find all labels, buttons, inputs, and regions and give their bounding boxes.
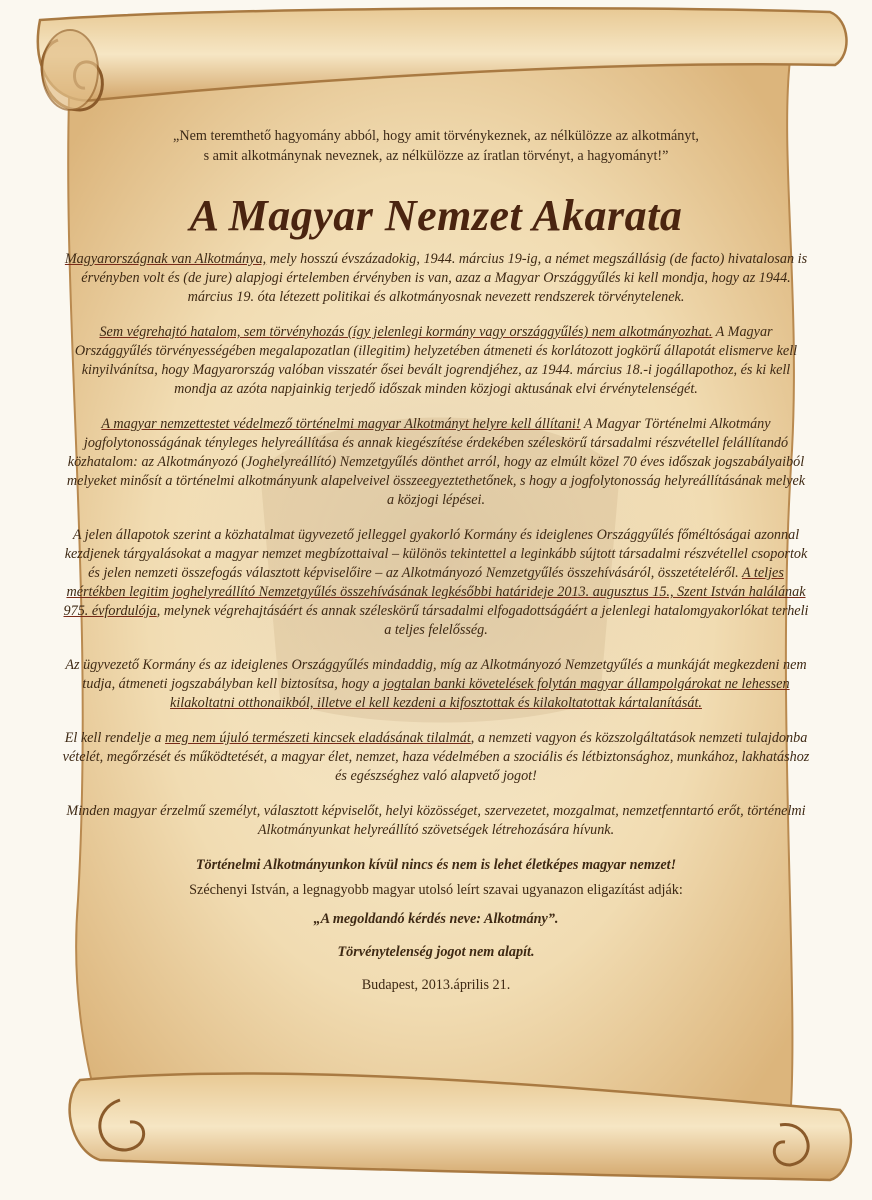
closing-statement: Történelmi Alkotmányunkon kívül nincs és nem is lehet életképes magyar nemzet! xyxy=(195,857,677,873)
p3-text: A Magyar Történelmi Alkotmány jogfolytonosságának tényleges helyreállítása és annak kiegészítése érdekében széleskörű társadalmi részvétellel felállítandó közhatalom: az Alkotmányozó (Joghelyreállító) Nemzetgyűlés dönthet arról, hogy az elmúlt közel 70 éves időszak jogszabályaiból melyeket minősít a történelmi alkotmányunk alapelveivel összeegyeztethetőnek, s hogy a jogfolytonosság helyreállításának melyek a közjogi lépései. xyxy=(66,416,806,508)
p6-text-b: , a nemzeti vagyon és közszolgáltatások nemzeti tulajdonba vételét, megőrzését és működtetését, a magyar élet, nemzet, haza védelmében a szociális és létbiztonsághoz, munkához, lakhatáshoz és egészséghez való alapvető jogot! xyxy=(62,730,810,784)
p6-underlined: meg nem újuló természeti kincsek eladásának tilalmát xyxy=(165,730,471,746)
p3-underlined: A magyar nemzettestet védelmező történelmi magyar Alkotmányt helyre kell állítani! xyxy=(101,416,581,432)
paragraph-4 xyxy=(62,526,810,640)
szechenyi-line: Széchenyi István, a legnagyobb magyar utolsó leírt szavai ugyanazon eligazítást adják: xyxy=(189,882,683,898)
law-statement: Törvénytelenség jogot nem alapít. xyxy=(337,944,535,960)
p4-text-b: , melynek végrehajtásáért és annak széleskörű társadalmi elfogadottságáért a jelenlegi hatalomgyakorlókat terheli a teljes felelősség. xyxy=(156,603,809,638)
p5-underlined: jogtalan banki követelések folytán magyar állampolgárokat ne lehessen kilakoltatni otthonaikból, illetve el kell kezdeni a kifosztottak és kilakoltatottak kártalanítását. xyxy=(170,676,790,711)
p1-underlined: Magyarországnak van Alkotmánya, xyxy=(64,251,267,267)
place-date: Budapest, 2013.április 21. xyxy=(361,977,511,993)
p1-text: mely hosszú évszázadokig, 1944. március 19-ig, a német megszállásig (de facto) hivatalosan is érvényben volt és (de jure) alapjogi értelemben érvényben is van, azaz a Magyar Országgyűlés ki kell mondja, hogy az 1944. március 19. óta létezett politikai és alkotmányosnak nevezett rendszerek törvénytelenek. xyxy=(81,251,808,305)
p2-text: A Magyar Országgyűlés törvényességében megalapozatlan (illegitim) helyzetében átmeneti és korlátozott jogkörű állapotát elismerve kell kinyilvánítsa, hogy Magyarország valóban visszatér ősei bevált jogrendjéhez, az 1944. március 18.-i jogállapothoz, és ki kell mondja az azóta napjainkig terjedő időszak minden közjogi aktusának elvi érvénytelenségét. xyxy=(74,324,798,397)
epigraph-quote xyxy=(62,126,810,166)
p2-underlined: Sem végrehajtó hatalom, sem törvényhozás (így jelenlegi kormány vagy országgyűlés) nem alkotmányozhat. xyxy=(99,324,713,340)
paragraph-5 xyxy=(62,656,810,713)
page-title: A Magyar Nemzet Akarata xyxy=(189,191,683,240)
quote-line-1: „Nem teremthető hagyomány abból, hogy amit törvénykeznek, az nélkülözze az alkotmányt, xyxy=(173,128,699,144)
paragraph-6 xyxy=(62,729,810,786)
p4-underlined: A teljes mértékben legitim joghelyreállító Nemzetgyűlés összehívásának legkésőbbi határideje 2013. augusztus 15., Szent István halálának 975. évfordulója xyxy=(63,565,806,619)
paragraph-3 xyxy=(62,415,810,510)
p5-text-a: Az ügyvezető Kormány és az ideiglenes Országgyűlés mindaddig, míg az Alkotmányozó Nemzetgyűlés a munkáját megkezdeni nem tudja, átmeneti jogszabályban kell biztosítsa, hogy a xyxy=(65,657,807,692)
paragraph-2 xyxy=(62,323,810,399)
quote-line-2: s amit alkotmánynak neveznek, az nélkülözze az íratlan törvényt, a hagyományt!” xyxy=(203,148,669,164)
paragraph-1 xyxy=(62,250,810,307)
alkotmany-quote: „A megoldandó kérdés neve: Alkotmány”. xyxy=(313,911,559,927)
document-content xyxy=(62,126,810,1007)
p4-text-a: A jelen állapotok szerint a közhatalmat ügyvezető jelleggel gyakorló Kormány és ideiglenes Országgyűlés főméltóságai azonnal kezdjenek tárgyalásokat a magyar nemzet megbízottaival – különös tekintettel a leginkább sújtott társadalmi részvétellel csoportok és jelen nemzeti összefogás választott képviselőire – az Alkotmányozó Nemzetgyűlés összehívásáról, összetételéről. xyxy=(64,527,808,581)
paragraph-7: Minden magyar érzelmű személyt, választott képviselőt, helyi közösséget, szervezetet, mozgalmat, nemzetfenntartó erőt, történelmi Alkotmányunkat helyreállító szövetségek létrehozására hívunk. xyxy=(66,803,806,838)
p6-text-a: El kell rendelje a xyxy=(64,730,166,746)
